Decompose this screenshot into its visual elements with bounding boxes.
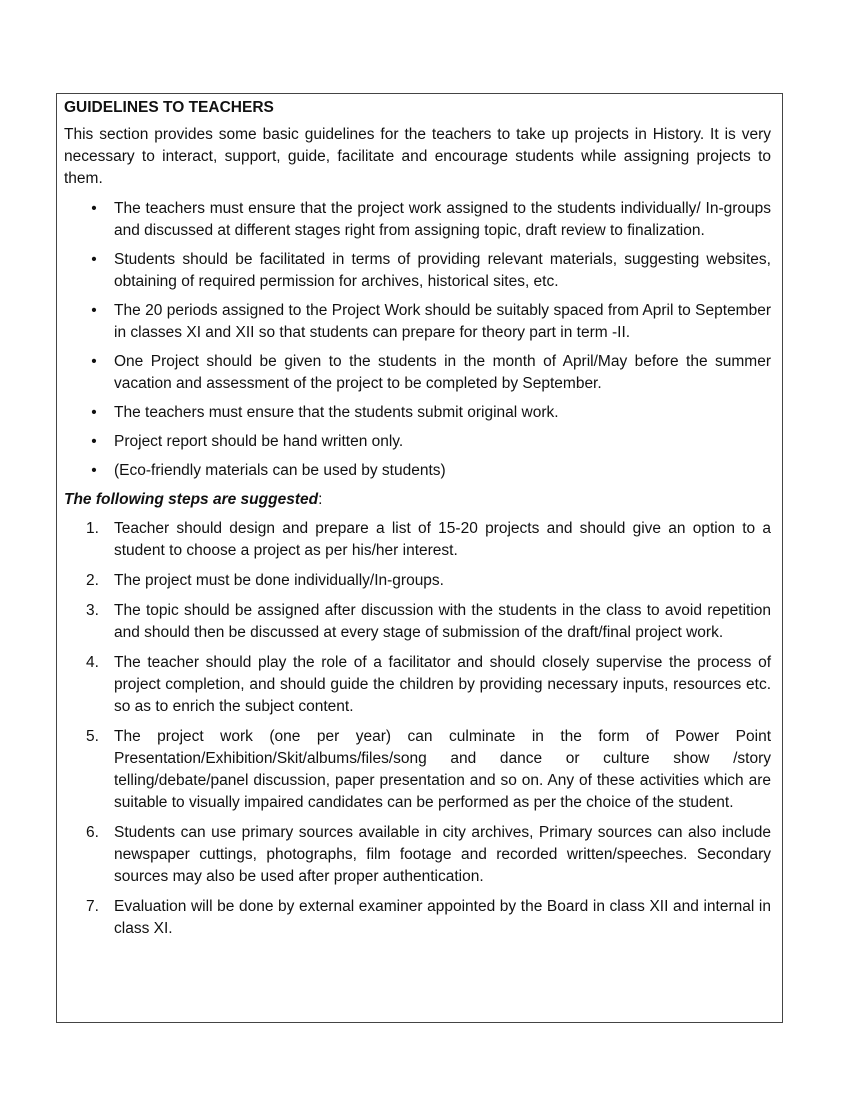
step-number: 3. bbox=[86, 602, 99, 619]
bullet-item bbox=[64, 402, 771, 424]
step-text: Students can use primary sources available in city archives, Primary sources can also include newspaper cuttings, photographs, film footage and recorded written/speeches. Secondary sources may also be used after proper authentication. bbox=[114, 824, 771, 885]
bullet-text: The teachers must ensure that the students submit original work. bbox=[114, 404, 559, 421]
bullet-text: The teachers must ensure that the project work assigned to the students individually/ In-groups and discussed at different stages right from assigning topic, draft review to finalization. bbox=[114, 200, 771, 239]
steps-heading-text: The following steps are suggested bbox=[64, 491, 319, 508]
bullet-text: One Project should be given to the students in the month of April/May before the summer vacation and assessment of the project to be completed by September. bbox=[114, 353, 771, 392]
bullet-icon: • bbox=[91, 404, 97, 421]
step-text: The project work (one per year) can culminate in the form of Power Point Presentation/Exhibition/Skit/albums/files/song and dance or culture show /story telling/debate/panel discussion, paper presentation and so on. Any of these activities which are suitable to visually impaired candidates can be performed as per the choice of the student. bbox=[114, 728, 771, 811]
step-number: 1. bbox=[86, 520, 99, 537]
guidelines-box bbox=[56, 93, 783, 1023]
step-number: 7. bbox=[86, 898, 99, 915]
step-text: The project must be done individually/In-groups. bbox=[114, 572, 444, 589]
step-text: The topic should be assigned after discussion with the students in the class to avoid repetition and should then be discussed at every stage of submission of the draft/final project work. bbox=[114, 602, 771, 641]
step-number: 4. bbox=[86, 654, 99, 671]
section-heading: GUIDELINES TO TEACHERS bbox=[64, 99, 274, 116]
steps-heading bbox=[64, 489, 771, 511]
step-item bbox=[64, 600, 771, 644]
step-text: The teacher should play the role of a facilitator and should closely supervise the process of project completion, and should guide the children by providing necessary inputs, resources etc. so as to enrich the subject content. bbox=[114, 654, 771, 715]
bullet-icon: • bbox=[91, 200, 97, 217]
step-number: 2. bbox=[86, 572, 99, 589]
bullet-item bbox=[64, 249, 771, 293]
step-text: Teacher should design and prepare a list of 15-20 projects and should give an option to a student to choose a project as per his/her interest. bbox=[114, 520, 771, 559]
bullet-icon: • bbox=[91, 251, 97, 268]
step-item bbox=[64, 822, 771, 888]
steps-list bbox=[64, 518, 771, 940]
bullet-text: Project report should be hand written only. bbox=[114, 433, 404, 450]
guidelines-bullet-list bbox=[64, 198, 771, 482]
step-item bbox=[64, 652, 771, 718]
bullet-item bbox=[64, 351, 771, 395]
step-item bbox=[64, 896, 771, 940]
bullet-item bbox=[64, 431, 771, 453]
bullet-icon: • bbox=[91, 462, 97, 479]
step-text: Evaluation will be done by external examiner appointed by the Board in class XII and internal in class XI. bbox=[114, 898, 771, 937]
bullet-text: Students should be facilitated in terms of providing relevant materials, suggesting websites, obtaining of required permission for archives, historical sites, etc. bbox=[114, 251, 771, 290]
bullet-icon: • bbox=[91, 302, 97, 319]
step-number: 5. bbox=[86, 728, 99, 745]
steps-heading-suffix: : bbox=[318, 491, 323, 508]
step-number: 6. bbox=[86, 824, 99, 841]
bullet-text: (Eco-friendly materials can be used by students) bbox=[114, 462, 446, 479]
bullet-item bbox=[64, 198, 771, 242]
bullet-icon: • bbox=[91, 433, 97, 450]
bullet-item bbox=[64, 460, 771, 482]
bullet-icon: • bbox=[91, 353, 97, 370]
bullet-item bbox=[64, 300, 771, 344]
step-item bbox=[64, 726, 771, 814]
intro-paragraph: This section provides some basic guidelines for the teachers to take up projects in History. It is very necessary to interact, support, guide, facilitate and encourage students while assigning projects to them. bbox=[64, 126, 771, 187]
step-item bbox=[64, 518, 771, 562]
bullet-text: The 20 periods assigned to the Project Work should be suitably spaced from April to September in classes XI and XII so that students can prepare for theory part in term -II. bbox=[114, 302, 771, 341]
step-item bbox=[64, 570, 771, 592]
